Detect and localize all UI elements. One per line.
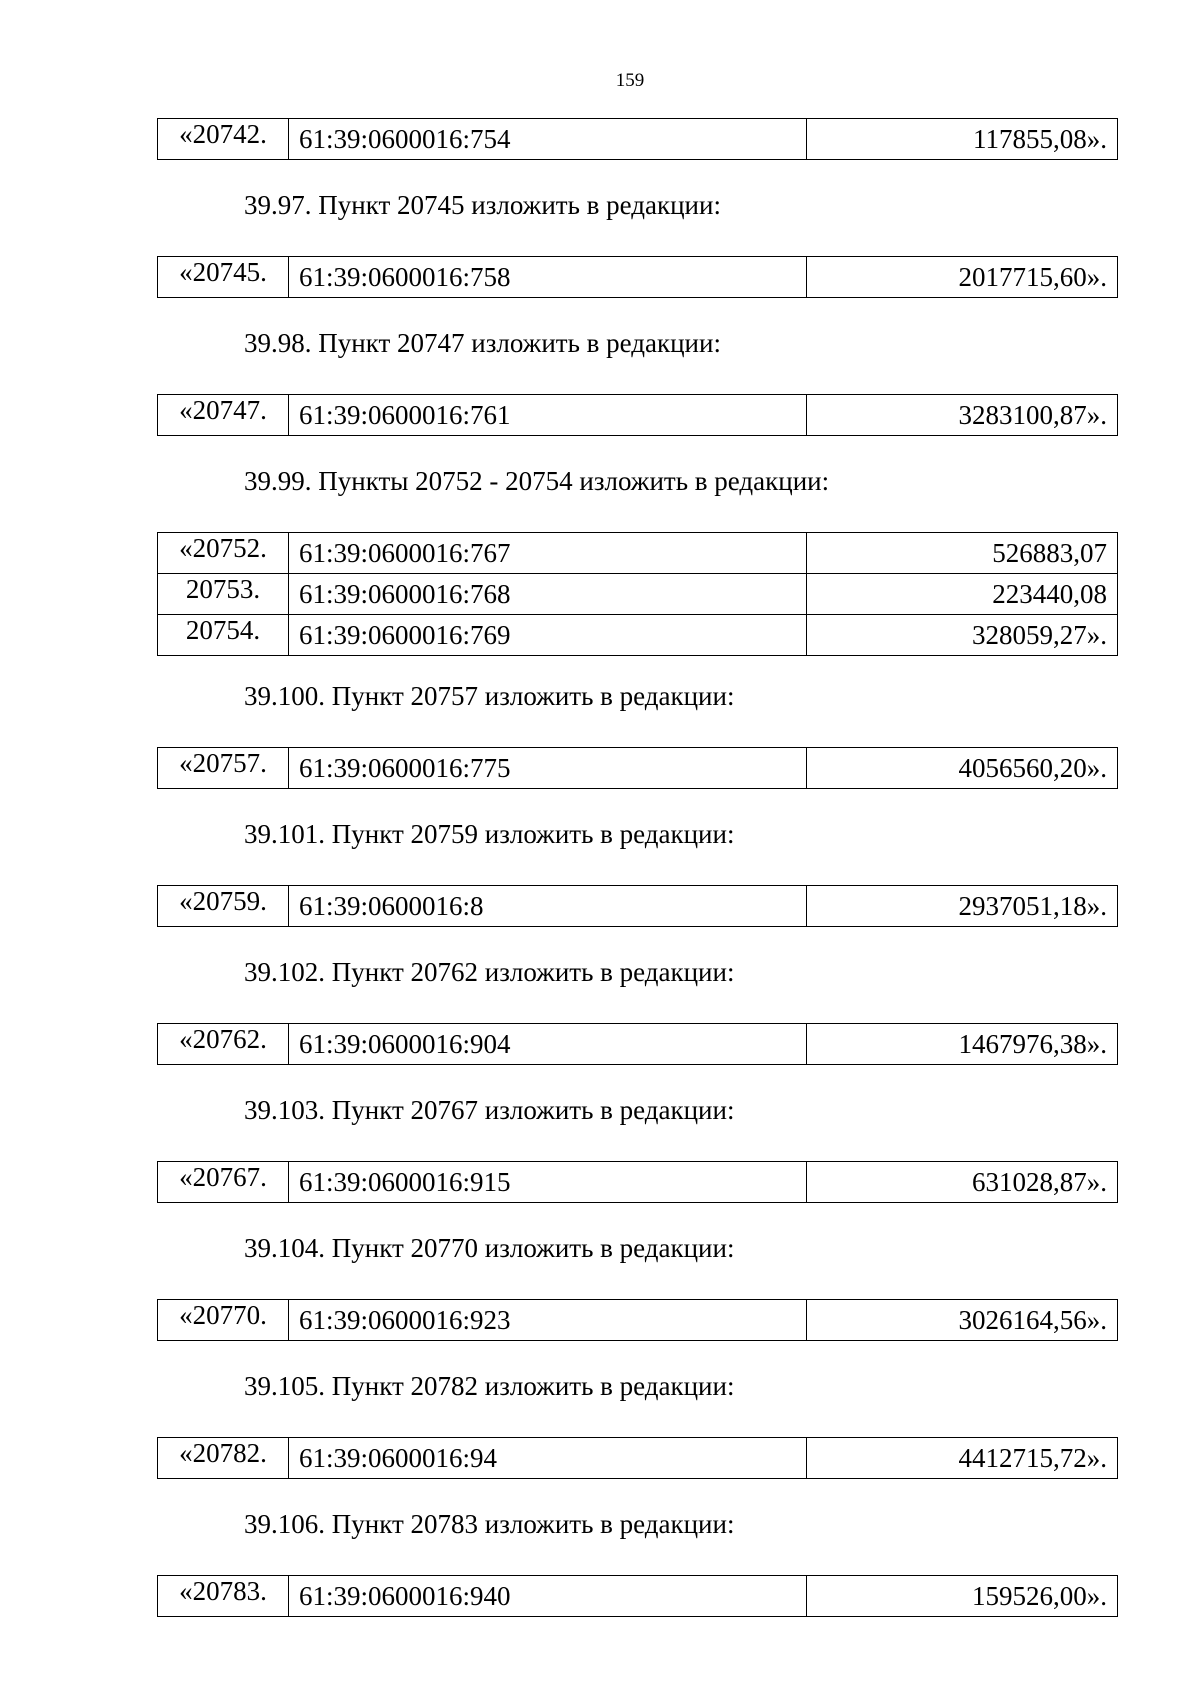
table-row [158,257,1118,298]
cadastral-number: 61:39:0600016:754 [289,119,807,160]
cadastral-number: 61:39:0600016:775 [289,748,807,789]
amendment-table [157,1023,1118,1065]
item-number: «20783. [158,1576,289,1617]
instruction-paragraph: 39.103. Пункт 20767 изложить в редакции: [244,1095,735,1125]
amendment-table [157,885,1118,927]
item-number: «20782. [158,1438,289,1479]
table-row [158,533,1118,574]
cadastral-number: 61:39:0600016:904 [289,1024,807,1065]
cadastral-value: 2017715,60». [807,257,1118,298]
cadastral-number: 61:39:0600016:767 [289,533,807,574]
cadastral-value: 631028,87». [807,1162,1118,1203]
table-row [158,119,1118,160]
table-row [158,1300,1118,1341]
cadastral-number: 61:39:0600016:761 [289,395,807,436]
table-row [158,886,1118,927]
amendment-table [157,256,1118,298]
item-number: «20767. [158,1162,289,1203]
instruction-paragraph: 39.104. Пункт 20770 изложить в редакции: [244,1233,735,1263]
instruction-paragraph: 39.97. Пункт 20745 изложить в редакции: [244,190,721,220]
item-number: «20752. [158,533,289,574]
item-number: «20762. [158,1024,289,1065]
table-row [158,395,1118,436]
cadastral-value: 3026164,56». [807,1300,1118,1341]
cadastral-number: 61:39:0600016:940 [289,1576,807,1617]
cadastral-value: 3283100,87». [807,395,1118,436]
amendment-table [157,1575,1118,1617]
cadastral-value: 223440,08 [807,574,1118,615]
table-row [158,748,1118,789]
item-number: 20753. [158,574,289,615]
table-row [158,574,1118,615]
item-number: «20747. [158,395,289,436]
cadastral-number: 61:39:0600016:923 [289,1300,807,1341]
cadastral-value: 4412715,72». [807,1438,1118,1479]
cadastral-number: 61:39:0600016:8 [289,886,807,927]
item-number: 20754. [158,615,289,656]
instruction-paragraph: 39.102. Пункт 20762 изложить в редакции: [244,957,735,987]
item-number: «20770. [158,1300,289,1341]
table-row [158,1162,1118,1203]
amendment-table [157,747,1118,789]
page-number: 159 [615,70,645,91]
table-row [158,615,1118,656]
amendment-table [157,394,1118,436]
item-number: «20757. [158,748,289,789]
cadastral-value: 159526,00». [807,1576,1118,1617]
instruction-paragraph: 39.99. Пункты 20752 - 20754 изложить в редакции: [244,466,830,496]
instruction-paragraph: 39.106. Пункт 20783 изложить в редакции: [244,1509,735,1539]
cadastral-value: 1467976,38». [807,1024,1118,1065]
cadastral-value: 4056560,20». [807,748,1118,789]
item-number: «20745. [158,257,289,298]
amendment-table [157,532,1118,656]
table-row [158,1024,1118,1065]
table-row [158,1576,1118,1617]
cadastral-value: 117855,08». [807,119,1118,160]
amendment-table [157,1299,1118,1341]
cadastral-value: 526883,07 [807,533,1118,574]
item-number: «20759. [158,886,289,927]
amendment-table [157,1161,1118,1203]
instruction-paragraph: 39.98. Пункт 20747 изложить в редакции: [244,328,721,358]
item-number: «20742. [158,119,289,160]
instruction-paragraph: 39.100. Пункт 20757 изложить в редакции: [244,681,735,711]
cadastral-number: 61:39:0600016:758 [289,257,807,298]
cadastral-value: 2937051,18». [807,886,1118,927]
table-row [158,1438,1118,1479]
cadastral-number: 61:39:0600016:768 [289,574,807,615]
amendment-table [157,1437,1118,1479]
cadastral-number: 61:39:0600016:94 [289,1438,807,1479]
cadastral-number: 61:39:0600016:769 [289,615,807,656]
amendment-table [157,118,1118,160]
cadastral-number: 61:39:0600016:915 [289,1162,807,1203]
instruction-paragraph: 39.105. Пункт 20782 изложить в редакции: [244,1371,735,1401]
instruction-paragraph: 39.101. Пункт 20759 изложить в редакции: [244,819,735,849]
cadastral-value: 328059,27». [807,615,1118,656]
